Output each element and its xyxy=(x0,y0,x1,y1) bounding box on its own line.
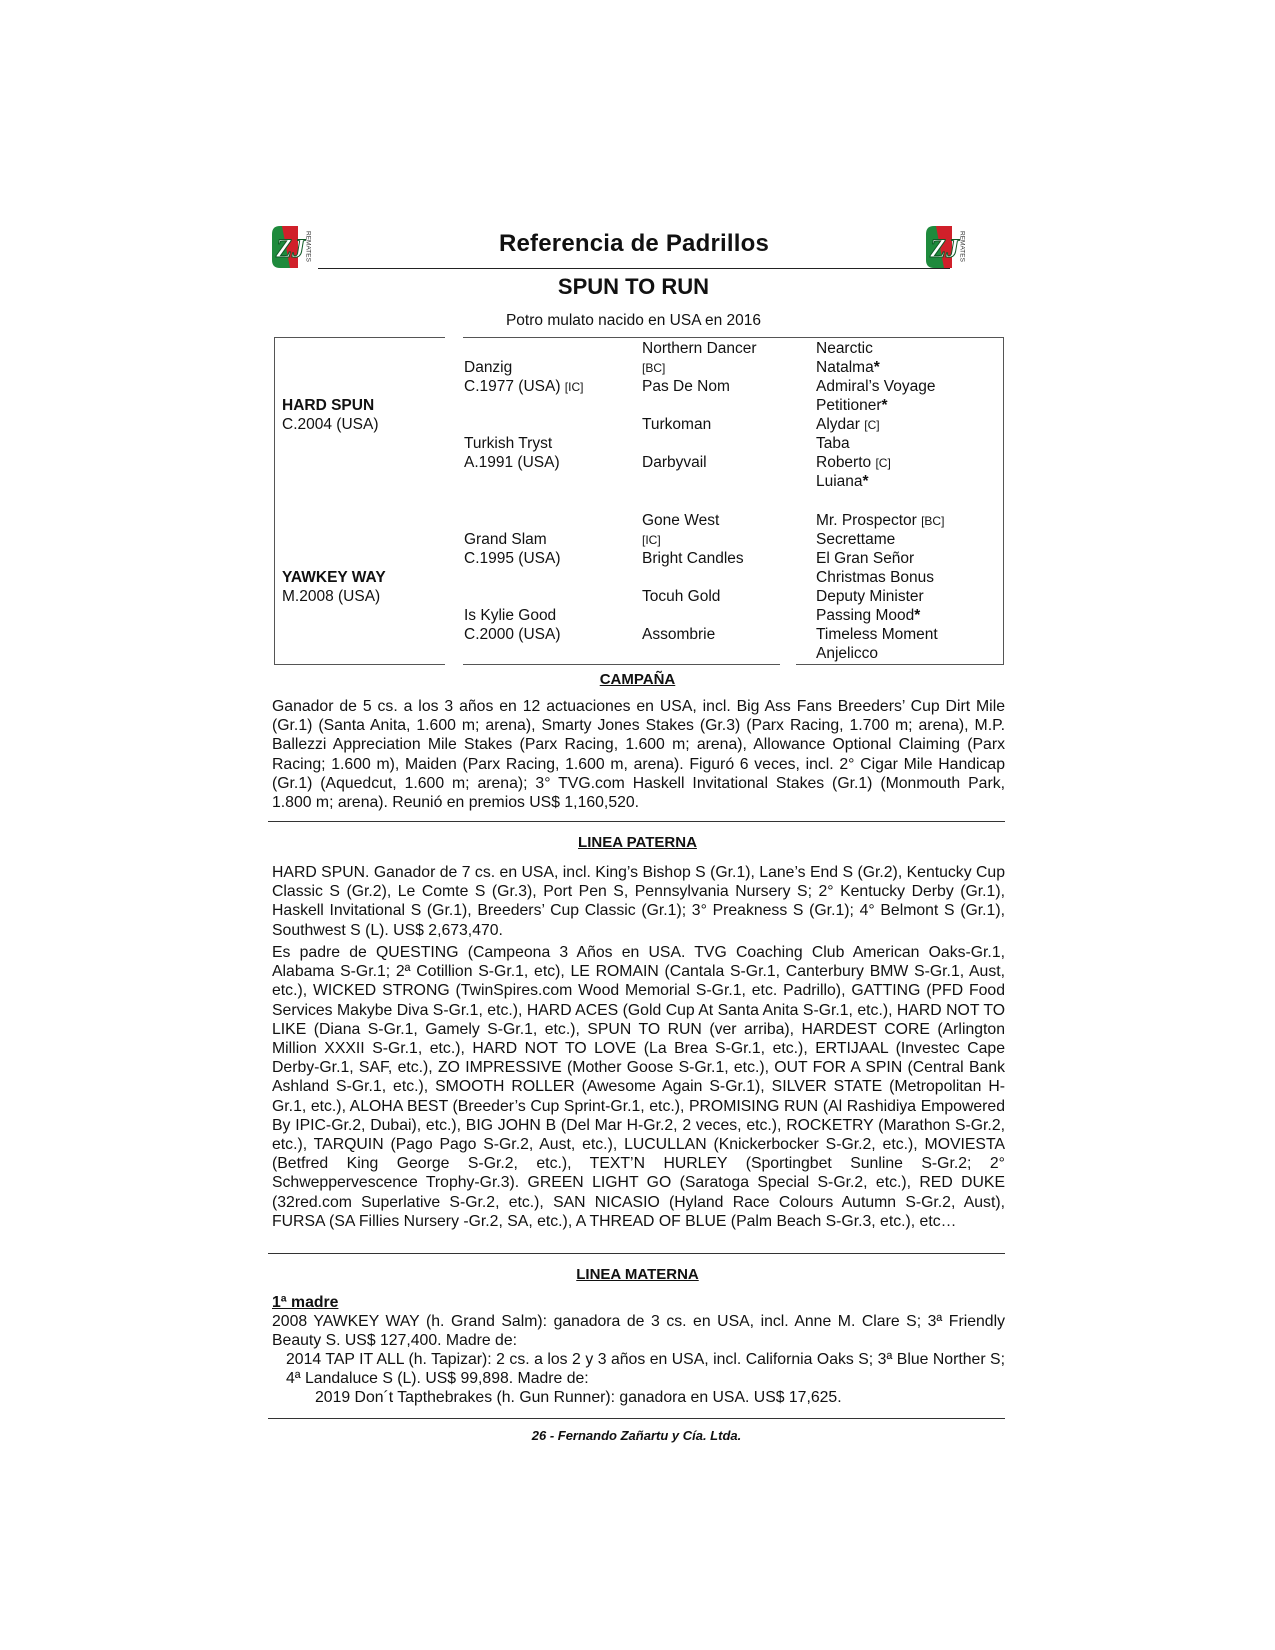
pedigree-gen4 xyxy=(816,606,920,625)
dam-entry: 2008 YAWKEY WAY (h. Grand Salm): ganadora de 3 cs. en USA, incl. Anne M. Clare S; 3ª Friendly Beauty S. US$ 127,400. Madre de: xyxy=(272,1313,1005,1350)
pedigree-gen4-name: Roberto xyxy=(816,454,872,471)
pedigree-dam-info: M.2008 (USA) xyxy=(282,588,381,605)
pedigree-gen2-name: Turkish Tryst xyxy=(464,435,553,452)
campana-text: Ganador de 5 cs. a los 3 años en 12 actuaciones en USA, incl. Big Ass Fans Breeders’ Cup Dirt Mile (Gr.1) (Santa Anita, 1.600 m; arena), Smarty Jones Stakes (Gr.3) (Parx Racing, 1.700 m; arena), M.P. Ballezzi Appreciation Mile Stakes (Parx Racing, 1.600 m; arena), Allowance Optional Claiming (Parx Racing; 1.600 m), Maiden (Parx Racing, 1.600 m, arena). Figuró 6 veces, incl. 2° Cigar Mile Handicap (Gr.1) (Aquedcut, 1.600 m; arena); 3° TVG.com Haskell Invitational Stakes (Gr.1) (Monmouth Park, 1.800 m; arena). Reunió en premios US$ 1,160,520. xyxy=(272,698,1005,812)
linea-paterna-progeny-text: Es padre de QUESTING (Campeona 3 Años en USA. TVG Coaching Club American Oaks-Gr.1, Alabama S-Gr.1; 2ª Cotillion S-Gr.1, etc), LE ROMAIN (Cantala S-Gr.1, Canterbury BMW S-Gr.1, Aust, etc.), WICKED STRONG (TwinSpires.com Wood Memorial S-Gr.1, etc. Padrillo), GATTING (PFD Food Services Makybe Diva S-Gr.1, etc.), HARD ACES (Gold Cup At Santa Anita S-Gr.1, etc.), HARD NOT TO LIKE (Diana S-Gr.1, Gamely S-Gr.1, etc.), SPUN TO RUN (ver arriba), HARDEST CORE (Arlington Million XXXII S-Gr.1, etc.), HARD NOT TO LOVE (La Brea S-Gr.1, etc.), ERTIJAAL (Investec Cape Derby-Gr.1, SAF, etc.), ZO IMPRESSIVE (Mother Goose S-Gr.1, etc.), OUT FOR A SPIN (Central Bank Ashland S-Gr.1, etc.), SMOOTH ROLLER (Awesome Again S-Gr.1), SILVER STATE (Metropolitan H-Gr.1, etc.), ALOHA BEST (Breeder’s Cup Sprint-Gr.1, etc.), PROMISING RUN (Al Rashidiya Empowered By IPIC-Gr.2, Dubai), etc.), BIG JOHN B (Del Mar H-Gr.2, 2 veces, etc.), ROCKETRY (Marathon S-Gr.2, etc.), TARQUIN (Pago Pago S-Gr.2, Aust, etc.), LUCULLAN (Knickerbocker S-Gr.2, etc.), MOVIESTA (Betfred King George S-Gr.2, etc.), TEXT’N HURLEY (Sportingbet Sunline S-Gr.2; 2° Schweppervescence Trophy-Gr.3). GREEN LIGHT GO (Saratoga Special S-Gr.2, etc.), RED DUKE (32red.com Superlative S-Gr.2, etc.), SAN NICASIO (Hyland Race Colours Autumn S-Gr.2, Aust), FURSA (SA Fillies Nursery -Gr.2, SA, etc.), A THREAD OF BLUE (Palm Beach S-Gr.3, etc.), etc… xyxy=(272,944,1005,1230)
pedigree-gen4-name: Timeless Moment xyxy=(816,626,938,643)
pedigree-gen4-tag: * xyxy=(914,607,921,624)
pedigree-gen3: Darbyvail xyxy=(642,454,707,471)
page-title: Referencia de Padrillos xyxy=(498,230,770,257)
svg-text:ZJ: ZJ xyxy=(276,234,305,263)
pedigree-gen2-date: C.1977 (USA) xyxy=(464,378,561,395)
pedigree-gen4 xyxy=(816,549,914,568)
linea-paterna-sire-text: HARD SPUN. Ganador de 7 cs. en USA, incl. King’s Bishop S (Gr.1), Lane’s End S (Gr.2), Kentucky Cup Classic S (Gr.2), Le Comte S (Gr.3), Port Pen S, Pennsylvania Nursery S; 2° Kentucky Derby (Gr.1), Haskell Invitational S (Gr.1), Breeders’ Cup Classic (Gr.1); 3° Preakness S (Gr.1); 4° Belmont S (Gr.1), Southwest S (L). US$ 2,673,470. xyxy=(272,864,1005,939)
svg-text:REMATES: REMATES xyxy=(958,231,966,262)
pedigree-gen2-info: A.1991 (USA) xyxy=(464,454,560,471)
dam-entry: 2014 TAP IT ALL (h. Tapizar): 2 cs. a los 2 y 3 años en USA, incl. California Oaks S; 3ª Blue Norther S; 4ª Landaluce S (L). US$ 99,898. Madre de: xyxy=(286,1351,1005,1388)
pedigree-gen4 xyxy=(816,644,878,663)
pedigree-gen4-name: El Gran Señor xyxy=(816,550,915,567)
pedigree-gen4-name: Natalma xyxy=(816,359,874,376)
pedigree-gen4 xyxy=(816,339,873,358)
pedigree-gen2-name: Grand Slam xyxy=(464,531,547,548)
pedigree-gen3: Northern Dancer xyxy=(642,340,757,357)
pedigree-gen4 xyxy=(816,415,880,435)
dam-entry: 2019 Don´t Tapthebrakes (h. Gun Runner): ganadora en USA. US$ 17,625. xyxy=(315,1389,842,1406)
pedigree-sire: HARD SPUN xyxy=(282,397,375,414)
horse-description: Potro mulato nacido en USA en 2016 xyxy=(505,312,762,329)
pedigree-gen2-info xyxy=(464,377,583,397)
pedigree-gen3: Gone West xyxy=(642,512,720,529)
pedigree-gen4-name: Petitioner xyxy=(816,397,882,414)
pedigree-sire-info: C.2004 (USA) xyxy=(282,416,379,433)
pedigree-gen4 xyxy=(816,587,924,606)
pedigree-gen4 xyxy=(816,377,935,396)
pedigree-gen4-tag: [C] xyxy=(875,456,891,470)
linea-materna-heading: LINEA MATERNA xyxy=(576,1266,699,1283)
pedigree-gen4-name: Taba xyxy=(816,435,850,452)
svg-text:REMATES: REMATES xyxy=(304,231,312,262)
pedigree-gen4-name: Alydar xyxy=(816,416,860,433)
pedigree-gen3: Bright Candles xyxy=(642,550,744,567)
pedigree-gen4 xyxy=(816,568,934,587)
pedigree-dam: YAWKEY WAY xyxy=(282,569,386,586)
pedigree-gen4-name: Deputy Minister xyxy=(816,588,924,605)
horse-name: SPUN TO RUN xyxy=(557,274,710,299)
header-divider xyxy=(318,268,950,269)
pedigree-gen4 xyxy=(816,511,944,531)
pedigree-gen4 xyxy=(816,434,850,453)
pedigree-gen4 xyxy=(816,358,880,377)
linea-paterna-heading: LINEA PATERNA xyxy=(578,834,697,851)
campana-heading: CAMPAÑA xyxy=(599,671,676,688)
pedigree-gen4-name: Passing Mood xyxy=(816,607,915,624)
pedigree-gen3: Assombrie xyxy=(642,626,716,643)
pedigree-gen3-tag: [BC] xyxy=(642,361,666,375)
pedigree-gen4-tag: * xyxy=(881,397,888,414)
pedigree-gen3: Pas De Nom xyxy=(642,378,730,395)
pedigree-gen4 xyxy=(816,472,869,491)
pedigree-gen4 xyxy=(816,530,895,549)
pedigree-gen4 xyxy=(816,625,938,644)
pedigree-gen4-tag: * xyxy=(862,473,869,490)
pedigree-gen3-tag: [IC] xyxy=(642,533,661,547)
divider xyxy=(268,821,1005,822)
pedigree-gen3: Tocuh Gold xyxy=(642,588,721,605)
pedigree-gen4-name: Christmas Bonus xyxy=(816,569,935,586)
pedigree-gen4-name: Secrettame xyxy=(816,531,896,548)
pedigree-gen4-tag: [C] xyxy=(864,418,880,432)
pedigree-gen4-tag: * xyxy=(873,359,880,376)
pedigree-gen2-info: C.2000 (USA) xyxy=(464,626,561,643)
pedigree-gen4-name: Mr. Prospector xyxy=(816,512,917,529)
pedigree-gen2-name: Is Kylie Good xyxy=(464,607,557,624)
pedigree-gen4-name: Admiral’s Voyage xyxy=(816,378,936,395)
footer-text: 26 - Fernando Zañartu y Cía. Ltda. xyxy=(531,1428,742,1443)
pedigree-gen4-name: Luiana xyxy=(816,473,863,490)
first-dam-heading: 1ª madre xyxy=(272,1294,339,1311)
footer-divider xyxy=(268,1418,1005,1419)
pedigree-gen4 xyxy=(816,453,891,473)
pedigree-gen2-name: Danzig xyxy=(464,359,513,376)
divider xyxy=(268,1253,1005,1254)
pedigree-gen2-info: C.1995 (USA) xyxy=(464,550,561,567)
logo-left xyxy=(268,222,316,270)
pedigree-gen4-tag: [BC] xyxy=(921,514,945,528)
pedigree-gen4 xyxy=(816,396,888,415)
pedigree-gen4-name: Anjelicco xyxy=(816,645,879,662)
svg-text:ZJ: ZJ xyxy=(930,234,959,263)
pedigree-gen2-tag: [IC] xyxy=(564,380,584,394)
pedigree-gen4-name: Nearctic xyxy=(816,340,873,357)
pedigree-gen3: Turkoman xyxy=(642,416,712,433)
